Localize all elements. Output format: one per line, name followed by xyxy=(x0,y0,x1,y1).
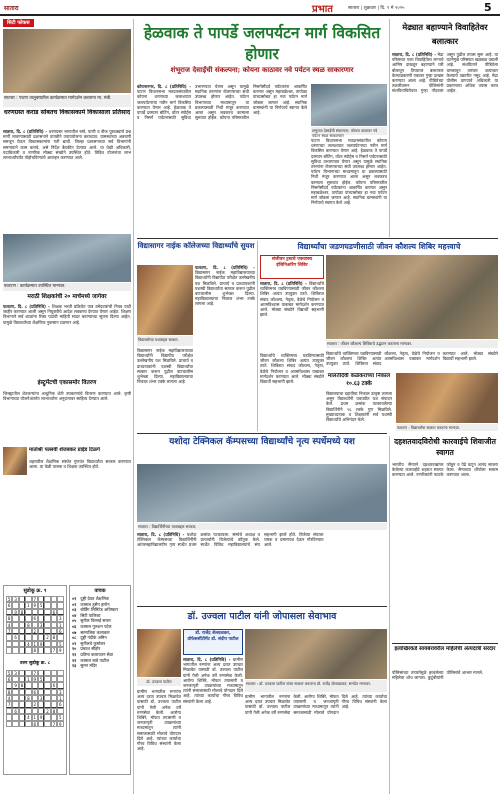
vidyasagar-dateline: फलटण, दि. ८ (प्रतिनिधि) - xyxy=(195,265,255,270)
wordlist-value: कामाल हुसैन हारोन xyxy=(80,601,110,607)
sudoku-cell: 8 xyxy=(33,721,37,727)
right-lower-divider xyxy=(389,436,390,794)
wordlist-value: दुष्ट्री देवत शैक्षणिक xyxy=(80,596,109,601)
vidyasagar-story xyxy=(137,241,255,431)
dance-story xyxy=(137,436,387,604)
wordlist-key: ०१ xyxy=(72,596,77,601)
wordlist-key: १३ xyxy=(72,663,77,669)
sudoku-cell: 8 xyxy=(33,648,37,654)
sudoku-answer-grid xyxy=(6,670,64,728)
sudoku-cell: 5 xyxy=(39,603,43,609)
lake-caption-text: शंभूराज देसाईंची संकल्पना; कोयना काठावर नवे पर्यटन स्थळ साकारणार xyxy=(312,128,378,139)
wordlist-value: दुष्ट्री नंदीके अमिन xyxy=(80,635,107,641)
missing-body: पोलिसांच्या तत्परतेमुळे हरवलेल्या महिलेचा शोध लागला. कुटुंबीयांनी पोलिसांचे आभार मानले. xyxy=(392,670,484,681)
wordlist-key: ०६ xyxy=(72,623,77,629)
sudoku-answer-title: उत्तर सुडोकू क्र. ८ xyxy=(19,660,51,666)
wordlist-title: वाचक xyxy=(94,588,106,594)
terror-headline: दहशतवादविरोधी कारवाईचे शिवाजीत स्वागत xyxy=(394,437,496,457)
sudoku-cell: 5 xyxy=(7,670,11,676)
vidyasagar-headline: विद्यासागर नाईक कॉलेजच्या विद्यार्थ्यांचे सुयश xyxy=(137,241,255,250)
wordlist-key: ०४ xyxy=(72,612,77,618)
lake-photo xyxy=(311,84,387,126)
sudoku-cell: 4 xyxy=(27,715,30,721)
result-photo xyxy=(396,373,498,423)
sudoku-cell: 5 xyxy=(59,641,62,647)
meeting-caption: फलटण : कार्यक्रमात उपस्थित मान्यवर. xyxy=(3,283,131,291)
sudoku-cell: 6 xyxy=(33,616,37,622)
sudoku-cell: 6 xyxy=(59,702,62,708)
sudoku-cell: 8 xyxy=(27,696,30,702)
story3-headline: इंस्ट्रुमेंटची एकासमोर वितरण xyxy=(37,380,97,386)
wordlist-value: कामाल बाडे पाटील xyxy=(80,657,109,663)
sudoku-cell: 8 xyxy=(27,622,30,628)
sudoku-cell: 9 xyxy=(33,676,37,682)
bottom-headline: डॉ. उज्वला पाटील यांनी जोपासला सेवाभाव xyxy=(187,611,337,622)
story2-text: शिक्षक भरती प्रक्रियेत पात्र उमेदवारांची निवड यादी जाहीर करण्यात आली असून नियुक्तीचे आदेश लवकरच देण्यात येणार आहेत. शिक्षण विभागाने सर्व शाळांना रिक्त पदांची माहिती सादर करण्याच्या सूचना दिल्या आहेत. यामुळे विद्यार्थ्यांच्या शैक्षणिक नुकसान टळणार आहे. xyxy=(3,304,131,325)
dance-dateline: सातारा, दि. ८ (प्रतिनिधि) - xyxy=(137,532,185,537)
sudoku-cell: 4 xyxy=(27,641,30,647)
meeting-photo xyxy=(3,234,131,282)
bottom-photo xyxy=(245,629,387,679)
vidyasagar-photo xyxy=(137,265,193,335)
wordlist-value: प्रतिमा कलायतन सेठा xyxy=(80,651,114,657)
wordlist-value: सामाजिक कलाकार xyxy=(80,629,110,635)
sudoku-grid xyxy=(6,596,64,654)
wordlist-key: ०९ xyxy=(72,640,77,646)
wordlist-value: सुनीलचे कुर्माकर xyxy=(80,640,106,646)
sudoku-cell: 1 xyxy=(33,641,37,647)
sudoku-cell: 7 xyxy=(7,628,11,634)
sudoku-cell: 6 xyxy=(7,676,11,682)
bottom-inset-box xyxy=(183,629,243,655)
right-lower-rule xyxy=(392,643,498,644)
wordlist-value: सिटी पालिका xyxy=(80,612,101,618)
bottom-body-3: ग्रामीण भागातील रुग्णांना अल्प दरात उपचार मिळावेत यासाठी डॉ. उज्वला पाटील यांनी गेली अनेक वर्षे रुग्णसेवा केली. आरोग्य शिबिरे, मोफत तपासणी व जनजागृती उपक्रमांच्या माध्यमातून त्यांनी समाजासाठी मोलाचे योगदान दिले आहे. त्यांच्या कार्याचा गौरव विविध संस्थांनी केला आहे. xyxy=(137,689,181,752)
wordlist-key: १२ xyxy=(72,657,77,663)
lifeskills-photo xyxy=(326,255,498,339)
wordlist-box xyxy=(69,585,131,775)
story1-text: धरणग्रस्त भागातील रस्ते, पाणी व वीज पुरवठ्याचे प्रश्न मार्गी लावण्यासाठी प्रशासनाने तातडीने उपाययोजना कराव्यात. ग्रामस्थांच्या अडचणी समजून घेऊन विकासकामांना गती द्यावी. जिल्हा प्रशासनाच्या सर्व विभागांनी समन्वयाने काम करावे, असे निर्देश बैठकीत देण्यात आले. या वेळी अधिकारी, पदाधिकारी व नागरिक मोठ्या संख्येने उपस्थित होते. विविध योजनांचा लाभ लाभार्थ्यांपर्यंत पोहोचविण्याचे आवाहन करण्यात आले. xyxy=(3,129,131,161)
sudoku-cell: 6 xyxy=(59,628,62,634)
sudoku-cell: 5 xyxy=(59,715,62,721)
wordlist-value: कामाल गुलशन पटेल xyxy=(80,623,112,629)
column-divider xyxy=(133,19,134,794)
masthead xyxy=(0,0,500,16)
sudoku-cell: 1 xyxy=(33,715,37,721)
wordlist-key: ११ xyxy=(72,651,77,657)
vidyasagar-body-2: विद्यासागर नाईक महाविद्यालयाच्या विद्यार्थ्यांनी विद्यापीठ परीक्षेत उल्लेखनीय यश मिळविले. प्राचार्य व प्राध्यापकांनी यशस्वी विद्यार्थ्यांचा सत्कार करून पुढील वाटचालीस शुभेच्छा दिल्या. महाविद्यालयाचा निकाल शंभर टक्के लागला आहे. xyxy=(137,348,193,385)
sudoku-cell: 8 xyxy=(20,683,24,689)
sudoku-cell: 7 xyxy=(52,721,56,727)
sudoku-cell: 1 xyxy=(27,603,30,609)
terror-body: भारतीय सैन्याने दहशतवाद्यांवर केलेल्या कारवाईचे शहरात स्वागत करण्यात आले. नागरिकांनी फटाके फोडून व पेढे वाटून आनंद साजरा केला. सैन्याच्या शौर्याला सलाम करण्यात आला. xyxy=(392,462,498,478)
lifeskills-headline: विद्यार्थ्यांचा जडणघडणीसाठी जीवन कौशल्य शिबिर महत्त्वाचे xyxy=(297,242,461,251)
main-body xyxy=(137,84,307,232)
masthead-label: सातारा xyxy=(4,5,19,12)
sudoku-cell: 1 xyxy=(59,622,62,628)
sudoku-cell: 8 xyxy=(52,635,56,641)
main-body-cont: पाटण विधानसभा मतदारसंघातील कोयना धरणाच्या जलाशयात जलपर्यटनाचा नवीन मार्ग विकसित करण्यात येणार आहे. हेळवाक ते पापर्डे दरम्यान बोटिंग, वॉटर स्पोर्ट्स व निसर्ग पर्यटनासाठी सुविधा उभारण्यात येणार असून यामुळे स्थानिक तरुणांना रोजगाराच्या संधी उपलब्ध होणार आहेत. पर्यटन विभागाच्या माध्यमातून या प्रकल्पासाठी निधी मंजूर करण्यात आला असून लवकरच कामाला सुरुवात होईल. कोयना परिसरातील निसर्गसौंदर्य पर्यटकांना आकर्षित करणार असून महाबळेश्वर, तापोळा यांच्यासोबत हा नवा पर्यटन मार्ग जोडला जाणार आहे. स्थानिक ग्रामस्थांनी या निर्णयाचे स्वागत केले आहे. xyxy=(311,138,387,206)
sudoku-cell: 2 xyxy=(46,708,49,714)
lake-caption xyxy=(311,127,387,139)
bottom-body xyxy=(183,657,243,792)
sudoku-box xyxy=(3,585,67,775)
lifeskills-caption: सातारा : जीवन कौशल्य शिबिराचे उद्घाटन करताना मान्यवर. xyxy=(326,340,498,348)
wordlist-key: ०५ xyxy=(72,618,77,624)
lifeskills-body-3: विद्यार्थ्यांचे व्यक्तिमत्त्व घडविण्यासाठी जीवन कौशल्य शिबिर अत्यंत उपयुक्त ठरते. शिबिरात संवाद कौशल्य, नेतृत्व, वेळेचे नियोजन व आत्मविश्वास याबाबत मार्गदर्शन करण्यात आले. मोठ्या संख्येने विद्यार्थी सहभागी झाले. xyxy=(260,353,324,385)
sudoku-cell: 8 xyxy=(52,708,56,714)
page-number: 5 xyxy=(484,1,492,14)
missing-headline: इलाखिरकडे सायबरावरील महिलेची अंत्यदात्री सरदार xyxy=(394,646,496,652)
wordlist-key: १० xyxy=(72,646,77,652)
result-headline: मालतीदेवी कळेकरांच्या निकाल १०.६३ टक्के xyxy=(327,373,391,387)
wordlist-item xyxy=(72,663,128,669)
dance-body xyxy=(137,532,387,602)
wordlist-key: ०७ xyxy=(72,629,77,635)
main-subheadline: शंभूराज देसाईंची संकल्पना; कोयना काठावर नवे पर्यटन स्थळ साकारणार xyxy=(170,66,354,74)
lifeskills-dateline: सातारा, दि. ८ (प्रतिनिधि) - xyxy=(260,281,307,286)
sudoku-cell: 8 xyxy=(7,616,11,622)
paper-logo: प्रभात xyxy=(312,4,334,15)
sudoku-cell: 7 xyxy=(7,702,11,708)
event-photo xyxy=(3,29,131,93)
lifeskills-story xyxy=(260,241,498,431)
wordlist-value: प्रकाश सीहोर xyxy=(80,646,101,652)
main-text: पाटण विधानसभा मतदारसंघातील कोयना धरणाच्या जलाशयात जलपर्यटनाचा नवीन मार्ग विकसित करण्यात येणार आहे. हेळवाक ते पापर्डे दरम्यान बोटिंग, वॉटर स्पोर्ट्स व निसर्ग पर्यटनासाठी सुविधा उभारण्यात येणार असून यामुळे स्थानिक तरुणांना रोजगाराच्या संधी उपलब्ध होणार आहेत. पर्यटन विभागाच्या माध्यमातून या प्रकल्पासाठी निधी मंजूर करण्यात आला असून लवकरच कामाला सुरुवात होईल. कोयना परिसरातील निसर्गसौंदर्य पर्यटकांना आकर्षित करणार असून महाबळेश्वर, तापोळा यांच्यासोबत हा नवा पर्यटन मार्ग जोडला जाणार आहे. स्थानिक ग्रामस्थांनी या निर्णयाचे स्वागत केले आहे. xyxy=(137,84,307,121)
bottom-dateline: सातारा, दि. ८ (प्रतिनिधि) - xyxy=(183,657,231,662)
sudoku-cell: 3 xyxy=(59,689,62,695)
story1-dateline: सातारा, दि. ८ (प्रतिनिधि) - xyxy=(3,129,48,134)
doctor-portrait-caption: डॉ. उज्वला पाटील xyxy=(137,678,181,686)
dance-caption: सातारा : विद्यार्थिनींच्या यशाबद्दल सत्कार. xyxy=(137,523,387,530)
sudoku-cell: 5 xyxy=(7,597,11,602)
result-body: विद्यालयाचा दहावीचा निकाल उत्कृष्ट लागला असून विद्यार्थ्यांनी घवघवीत यश संपादन केले. प्रथम क्रमांक पटकावलेल्या विद्यार्थिनीने ९६ टक्के गुण मिळविले. मुख्याध्यापक व शिक्षकांनी सर्व यशस्वी विद्यार्थ्यांचे अभिनंदन केले. xyxy=(326,391,392,423)
wordlist-key: ०२ xyxy=(72,601,77,607)
vidyasagar-text: विद्यासागर नाईक महाविद्यालयाच्या विद्यार्थ्यांनी विद्यापीठ परीक्षेत उल्लेखनीय यश मिळविले. प्राचार्य व प्राध्यापकांनी यशस्वी विद्यार्थ्यांचा सत्कार करून पुढील वाटचालीस शुभेच्छा दिल्या. महाविद्यालयाचा निकाल शंभर टक्के लागला आहे. xyxy=(195,270,255,307)
wordlist-value: बोर्डिंग लिमिटेड अविष्कार xyxy=(80,607,119,613)
sudoku-cell: 3 xyxy=(14,597,17,602)
section-tag: सिटी फोकस xyxy=(3,19,34,27)
sudoku-title: सुडोकू क्र. ९ xyxy=(23,588,47,594)
right-divider xyxy=(389,19,390,237)
right-top-story xyxy=(392,20,498,236)
sudoku-cell: 6 xyxy=(33,689,37,695)
portrait-photo xyxy=(3,447,27,475)
sudoku-cell: 6 xyxy=(7,603,11,609)
right-lower-column xyxy=(392,436,498,794)
bottom-text: ग्रामीण भागातील रुग्णांना अल्प दरात उपचार मिळावेत यासाठी डॉ. उज्वला पाटील यांनी गेली अनेक वर्षे रुग्णसेवा केली. आरोग्य शिबिरे, मोफत तपासणी व जनजागृती उपक्रमांच्या माध्यमातून त्यांनी समाजासाठी मोलाचे योगदान दिले आहे. त्यांच्या कार्याचा गौरव विविध संस्थांनी केला आहे. xyxy=(183,657,243,704)
bottom-body-2: ग्रामीण भागातील रुग्णांना अल्प दरात उपचार मिळावेत यासाठी डॉ. उज्वला पाटील यांनी गेली अनेक वर्षे रुग्णसेवा केली. आरोग्य शिबिरे, मोफत तपासणी व जनजागृती उपक्रमांच्या माध्यमातून त्यांनी समाजासाठी मोलाचे योगदान दिले आहे. त्यांच्या कार्याचा गौरव विविध संस्थांनी केला आहे. xyxy=(245,694,387,715)
main-headline: हेळवाक ते पापर्डे जलपर्यटन मार्ग विकसित होणार xyxy=(143,23,381,63)
sudoku-cell: 1 xyxy=(59,696,62,702)
story3-body: जिल्ह्यातील शेतकऱ्यांना आधुनिक शेती उपकरणांचे वितरण करण्यात आले. कृषी विभागाच्या योजनेअंतर्गत लाभार्थ्यांना अनुदानावर साहित्य देण्यात आले. xyxy=(3,391,131,402)
story2-body xyxy=(3,304,131,376)
bottom-story xyxy=(137,609,387,794)
lifeskills-inset-title: संजीवन ट्रस्टचे एकवाक्य इंजिनिअरिंग शिबिर xyxy=(271,257,313,268)
sudoku-cell: 6 xyxy=(14,708,17,714)
sudoku-cell: 8 xyxy=(20,609,24,615)
wordlist-key: ०८ xyxy=(72,635,77,641)
band-bottom-rule xyxy=(137,433,387,434)
wordlist-value: सुमन मंदिर xyxy=(80,663,97,669)
right-text: मेढा परिसरात एका विवाहितेला लग्नाचे आमिष दाखवून बहाण्याने घरी बोलावून तिच्यावर बलात्कार केल्याप्रकरणी एकावर गुन्हा दाखल करण्यात आला आहे. पीडितेच्या तक्रारीवरून पोलिसांनी संशयिताविरोधात गुन्हा नोंदवला असून पुढील तपास सुरू आहे. या घटनेमुळे परिसरात खळबळ उडाली आहे. संशयिताने पीडितेला धमकावून वारंवार अत्याचार केल्याचे तक्रारीत नमूद आहे. मेढा पोलीस ठाण्याचे अधिकारी या प्रकरणाचा अधिक तपास करत आहेत. xyxy=(392,52,498,94)
sudoku-cell: 1 xyxy=(27,676,30,682)
bottom-rule xyxy=(137,606,387,607)
sudoku-cell: 4 xyxy=(7,622,11,628)
sudoku-cell: 5 xyxy=(39,676,43,682)
band-divider xyxy=(257,241,258,431)
right-headline: मेढ्यात बहाण्याने विवाहितेवर बलात्कार xyxy=(402,22,488,46)
band-top-rule xyxy=(137,238,498,239)
story1-body xyxy=(3,129,131,231)
sudoku-cell: 6 xyxy=(52,683,56,689)
page-date: सातारा | शुक्रवार | दि. ९ मे २०२५ xyxy=(348,6,405,11)
sudoku-cell: 3 xyxy=(39,622,43,628)
right-body xyxy=(392,52,498,234)
sudoku-cell: 9 xyxy=(39,715,43,721)
dance-headline: यशोदा टेक्निकल कॅम्पसच्या विद्यार्थ्यांचे नृत्य स्पर्धेमध्ये यश xyxy=(169,437,355,447)
sudoku-cell: 9 xyxy=(33,603,37,609)
dance-text: यशोदा टेक्निकल कॅम्पसच्या विद्यार्थिनींनी आंतरमहाविद्यालयीन नृत्य स्पर्धेत प्रथम क्रमांक पटकावला. संस्थेचे अध्यक्ष व प्राचार्यांनी विजेत्यांचे कौतुक केले. स्पर्धेत विविध महाविद्यालयांचे संघ सहभागी झाले होते. विजेत्या संघाला चषक व प्रमाणपत्र देऊन गौरविण्यात आले. xyxy=(137,532,324,548)
lifeskills-inset-box xyxy=(260,255,324,279)
story1-headline: धरणग्रस्त कराड सोबतच विकासकामे विकासाला प्रतिसाद xyxy=(3,109,131,116)
sudoku-cell: 8 xyxy=(7,689,11,695)
sudoku-cell: 3 xyxy=(14,670,17,676)
sudoku-cell: 9 xyxy=(59,721,62,727)
bottom-inset-title: डॉ. राजेंद्र शेलवळकर, प्रोफेसर्सीटीमेंट डॉ. संदीप पाटील xyxy=(187,631,239,642)
sudoku-cell: 7 xyxy=(52,648,56,654)
wordlist xyxy=(72,596,128,669)
lifeskills-text: विद्यार्थ्यांचे व्यक्तिमत्त्व घडविण्यासाठी जीवन कौशल्य शिबिर अत्यंत उपयुक्त ठरते. शिबिरात संवाद कौशल्य, नेतृत्व, वेळेचे नियोजन व आत्मविश्वास याबाबत मार्गदर्शन करण्यात आले. मोठ्या संख्येने विद्यार्थी सहभागी झाले. xyxy=(260,281,324,318)
result-caption: फलटण : विद्यार्थ्यांचा सत्कार करताना मान्यवर. xyxy=(396,424,498,431)
right-dateline: सातारा, दि. ८ (प्रतिनिधि) - xyxy=(392,52,436,57)
vidyasagar-caption: विद्यार्थ्यांच्या यशाबद्दल सत्कार. xyxy=(137,336,193,346)
photo-caption: सातारा : पाटण तालुक्यातील कार्यक्रमात मार्गदर्शन करताना मा. मंत्री. xyxy=(3,95,131,107)
sudoku-cell: 9 xyxy=(14,683,17,689)
vidyasagar-body xyxy=(195,265,255,429)
main-dateline: कोयनानगर, दि. ८ (प्रतिनिधि) - xyxy=(137,84,191,89)
dance-photo xyxy=(137,464,387,522)
wordlist-value: सुनील पिल्लई सत्तार xyxy=(80,618,111,624)
wordlist-key: ०३ xyxy=(72,607,77,613)
sudoku-cell: 6 xyxy=(14,635,17,641)
sudoku-cell: 4 xyxy=(7,696,11,702)
sudoku-cell: 2 xyxy=(33,702,37,708)
sudoku-cell: 9 xyxy=(14,609,17,615)
story4-body: शहरातील शैक्षणिक संस्थेत गुणवंत विद्यार्थ्यांचा सत्कार करण्यात आला. या वेळी पालक व शिक्षक उपस्थित होते. xyxy=(29,459,131,470)
sudoku-cell: 2 xyxy=(33,628,37,634)
doctor-portrait xyxy=(137,629,181,677)
sudoku-cell: 7 xyxy=(33,597,37,602)
lifeskills-body-2: विद्यार्थ्यांचे व्यक्तिमत्त्व घडविण्यासाठी जीवन कौशल्य शिबिर अत्यंत उपयुक्त ठरते. शिबिरात संवाद कौशल्य, नेतृत्व, वेळेचे नियोजन व आत्मविश्वास याबाबत मार्गदर्शन करण्यात आले. मोठ्या संख्येने विद्यार्थी सहभागी झाले. xyxy=(326,351,498,367)
sudoku-cell: 9 xyxy=(39,641,43,647)
sudoku-cell: 9 xyxy=(59,648,62,654)
sudoku-cell: 2 xyxy=(46,635,49,641)
story2-headline: मराठी शिक्षकांची २० मार्चमध्ये जागेवर xyxy=(27,294,107,300)
main-story xyxy=(137,20,387,236)
story4-headline: मातोश्री पल्लवी शेजबकर प्राईड टिळगे xyxy=(29,447,100,453)
story2-dateline: फलटण, दि. ८ (प्रतिनिधि) - xyxy=(3,304,50,309)
bottom-photo-caption: सातारा : डॉ. उज्वला पाटील यांचा सत्कार करताना डॉ. राजेंद्र शेलवळकर, समवेत मान्यवर. xyxy=(245,680,387,692)
left-column xyxy=(3,19,131,794)
sudoku-cell: 3 xyxy=(59,616,62,622)
sudoku-cell: 3 xyxy=(39,696,43,702)
sudoku-cell: 7 xyxy=(33,670,37,676)
sudoku-cell: 6 xyxy=(52,609,56,615)
lifeskills-body xyxy=(260,281,324,351)
